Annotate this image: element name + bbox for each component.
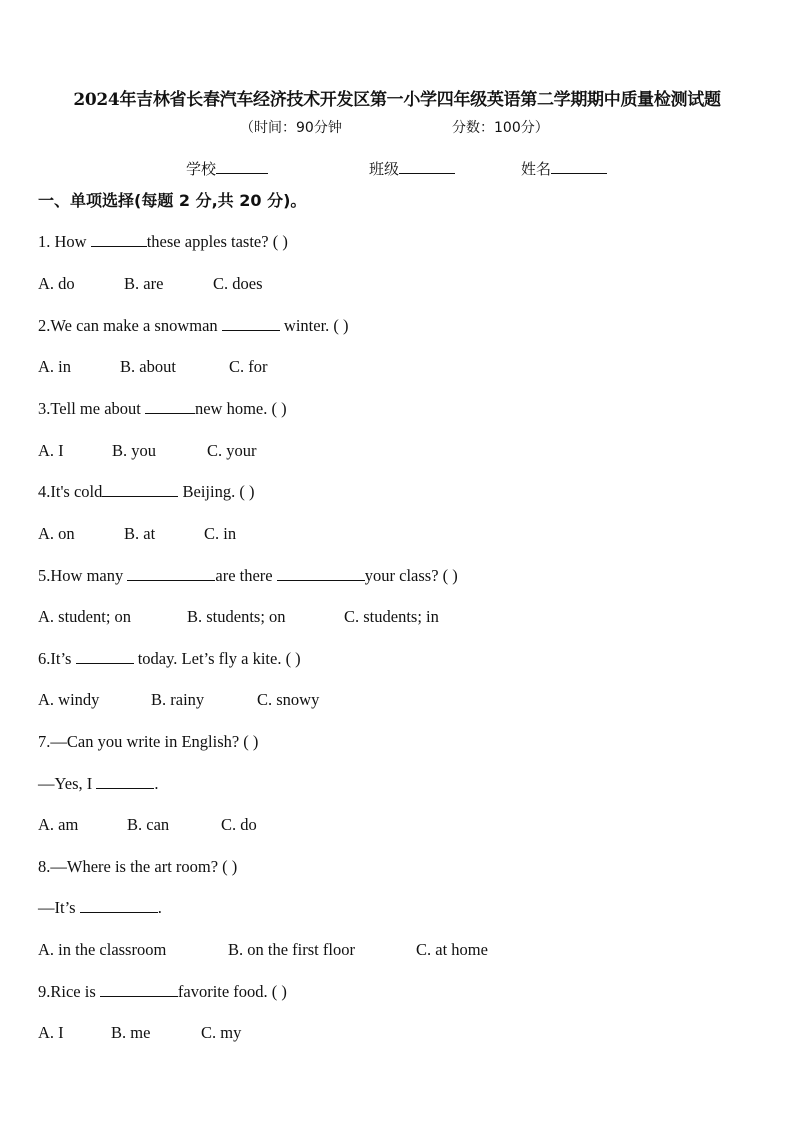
question-3 — [38, 399, 287, 419]
option-b: B. can — [127, 815, 170, 834]
question-text: 1. How — [38, 232, 91, 251]
question-text: your class? ( ) — [364, 566, 458, 585]
question-text: winter. ( ) — [279, 316, 349, 335]
options-6 — [38, 690, 319, 710]
question-2 — [38, 316, 349, 336]
option-b: B. on the first floor — [228, 940, 355, 959]
name-blank — [551, 159, 607, 174]
exam-score: 分数：100分） — [452, 120, 549, 136]
option-c: C. at home — [416, 940, 488, 959]
answer-blank — [96, 775, 154, 789]
question-7-reply — [38, 774, 159, 794]
section-title: 一、单项选择(每题 2 分,共 20 分)。 — [38, 191, 307, 210]
question-text: are there — [215, 566, 277, 585]
question-text: these apples taste? ( ) — [146, 232, 288, 251]
option-a: A. I — [38, 1023, 64, 1042]
question-9 — [38, 982, 287, 1002]
option-c: C. students; in — [344, 607, 439, 626]
school-label: 学校 — [186, 160, 217, 178]
question-8: 8.—Where is the art room? ( ) — [38, 857, 238, 876]
options-8 — [38, 940, 488, 960]
class-field — [369, 158, 455, 179]
option-b: B. students; on — [187, 607, 286, 626]
school-blank — [216, 159, 268, 174]
question-text: —It’s — [38, 898, 80, 917]
option-b: B. rainy — [151, 690, 205, 709]
options-2 — [38, 357, 268, 377]
option-a: A. I — [38, 441, 64, 460]
question-text: 6.It’s — [38, 649, 76, 668]
question-6 — [38, 649, 301, 669]
option-c: C. in — [204, 524, 237, 543]
option-a: A. student; on — [38, 607, 132, 626]
question-text: . — [154, 774, 159, 793]
question-text: 2.We can make a snowman — [38, 316, 222, 335]
option-b: B. me — [111, 1023, 151, 1042]
option-a: A. in the classroom — [38, 940, 167, 959]
option-c: C. does — [213, 274, 263, 293]
answer-blank — [80, 899, 158, 913]
option-a: A. am — [38, 815, 79, 834]
option-c: C. for — [229, 357, 268, 376]
answer-blank — [102, 483, 178, 497]
options-5 — [38, 607, 439, 627]
option-c: C. snowy — [257, 690, 320, 709]
class-blank — [399, 159, 455, 174]
option-a: A. windy — [38, 690, 100, 709]
question-text: 9.Rice is — [38, 982, 100, 1001]
option-a: A. on — [38, 524, 75, 543]
option-b: B. about — [120, 357, 176, 376]
answer-blank — [145, 400, 195, 414]
option-c: C. my — [201, 1023, 242, 1042]
answer-blank — [100, 983, 178, 997]
question-4 — [38, 482, 254, 502]
answer-blank — [76, 650, 134, 664]
class-label: 班级 — [369, 160, 400, 178]
name-label: 姓名 — [521, 160, 552, 178]
question-text: Beijing. ( ) — [178, 482, 255, 501]
question-text: 4.It's cold — [38, 482, 103, 501]
options-9 — [38, 1023, 241, 1043]
question-text: . — [157, 898, 162, 917]
option-b: B. are — [124, 274, 164, 293]
name-field — [521, 158, 607, 179]
option-b: B. you — [112, 441, 157, 460]
question-text: new home. ( ) — [194, 399, 287, 418]
options-7 — [38, 815, 257, 835]
question-text: 3.Tell me about — [38, 399, 145, 418]
exam-title: 2024年吉林省长春汽车经济技术开发区第一小学四年级英语第二学期期中质量检测试题 — [73, 90, 721, 110]
answer-blank — [127, 567, 215, 581]
option-a: A. in — [38, 357, 71, 376]
school-field — [186, 158, 268, 179]
answer-blank — [277, 567, 365, 581]
option-c: C. do — [221, 815, 257, 834]
answer-blank — [91, 233, 147, 247]
question-8-reply — [38, 898, 162, 918]
options-3 — [38, 441, 257, 461]
exam-time: （时间：90分钟 — [240, 120, 342, 136]
question-1 — [38, 232, 288, 252]
options-4 — [38, 524, 236, 544]
question-5 — [38, 566, 458, 586]
question-text: 5.How many — [38, 566, 128, 585]
question-text: —Yes, I — [38, 774, 97, 793]
option-c: C. your — [207, 441, 257, 460]
question-text: favorite food. ( ) — [177, 982, 287, 1001]
options-1 — [38, 274, 263, 294]
answer-blank — [222, 317, 280, 331]
question-7: 7.—Can you write in English? ( ) — [38, 732, 259, 751]
question-text: today. Let’s fly a kite. ( ) — [133, 649, 301, 668]
option-b: B. at — [124, 524, 156, 543]
option-a: A. do — [38, 274, 75, 293]
